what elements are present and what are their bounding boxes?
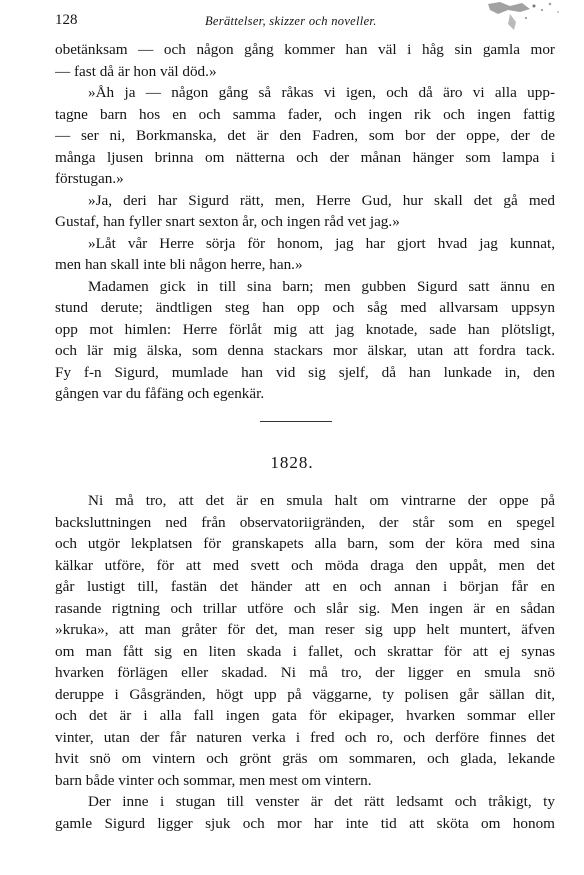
text-line: »kruka», att man gråter för det, man reser sig upp helt muntert, äfven [55,621,555,638]
text-line: förstugan.» [55,170,124,187]
text-line: — ser ni, Borkmanska, det är den Fadren, som bor der oppe, der de [55,127,555,144]
ink-smudge-decoration [470,0,570,40]
text-line: obetänksam — och någon gång kommer han väl i håg sin gamla mor [55,41,555,58]
text-line: »Åh ja — någon gång så råkas vi igen, och då äro vi alla upp- [88,84,555,101]
text-line: Der inne i stugan till venster är det rätt ledsamt och tråkigt, ty [88,793,555,810]
text-line: opp mot himlen: Herre förlåt mig att jag knotade, sade han plötsligt, [55,320,555,338]
text-line: tagne barn hos en och samma fader, och ingen rik och ingen fattig [55,105,555,123]
text-line: och utgör lekplatsen för granskapets alla barn, som der köra med sina [55,535,555,552]
text-line: Madamen gick in till sina barn; men gubben Sigurd satt ännu en [88,277,555,295]
text-line: gången var du fåfäng och egenkär. [55,385,265,402]
body-text-part-2 [55,490,555,834]
text-line: och det är i alla fall ingen gata för ekipager, hvarken sommar eller [55,707,555,724]
text-line: Gustaf, han fyller snart sexton år, och ingen råd vet jag.» [55,213,400,230]
text-line: hvit snö om vintern och grönt gräs om sommaren, och glada, lekande [55,750,555,767]
text-line: hvarken förlägen eller skadad. Ni må tro, der ligger en smula snö [55,664,555,681]
text-line: och lär mig älska, som denna stackars mor älskar, utan att fordra tack. [55,342,555,359]
text-line: vinter, utan der får naturen verka i fred och ro, och derföre finnes det [55,728,555,746]
text-line: många ljusen brinna om nätterna och der månan hänger som lampa i [55,148,555,166]
text-line: kälkar utföre, för att med svett och möda draga den uppåt, men det [55,556,555,574]
text-line: barn både vinter och sommar, men mest om vintern. [55,771,372,789]
text-line: deruppe i Gåsgränden, högt upp på väggarne, ty polisen går sällan dit, [55,685,555,703]
section-divider [260,421,332,422]
text-line: stund derute; ändtligen steg han opp och såg med allvarsam uppsyn [55,299,555,316]
text-line: om man fått sig en liten skada i fallet, och skrattar för att ej synas [55,642,555,660]
text-line: »Ja, deri har Sigurd rätt, men, Herre Gud, hur skall det gå med [88,191,555,209]
page-number: 128 [55,12,78,28]
text-line: »Låt vår Herre sörja för honom, jag har gjort hvad jag kunnat, [88,234,555,252]
section-heading: 1828. [270,453,314,472]
running-title: Berättelser, skizzer och noveller. [205,14,377,28]
text-line: — fast då är hon väl död.» [55,62,217,80]
text-line: gamle Sigurd ligger sjuk och mor har inte tid att sköta om honom [55,814,555,832]
text-line: men han skall inte bli någon herre, han.» [55,256,303,273]
text-line: Fy f-n Sigurd, mumlade han vid sig sjelf, då han lunkade in, den [55,363,555,381]
text-line: rasande rigtning och trillar utföre och slår sig. Men ingen är en sådan [55,599,555,617]
text-line: Ni må tro, att det är en smula halt om vintrarne der oppe på [88,492,555,509]
text-line: går lustigt till, fastän det händer att en och annan i början får en [55,578,555,595]
text-line: backsluttningen ned från observatoriigränden, der står som en spegel [55,513,555,531]
body-text-part-1 [55,39,555,405]
